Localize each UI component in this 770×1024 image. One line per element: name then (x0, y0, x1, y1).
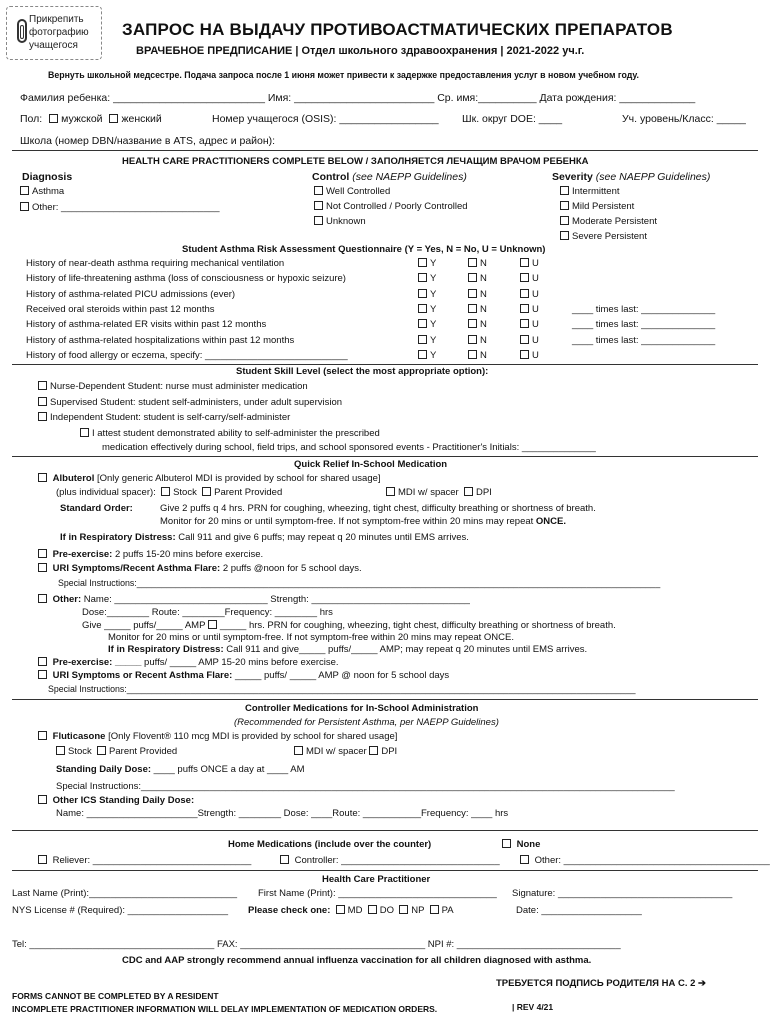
distress-text: Call 911 and give 6 puffs; may repeat q 20 minutes until EMS arrives. (178, 532, 469, 543)
diagnosis-asthma[interactable] (20, 186, 64, 197)
stock-checkbox[interactable] (56, 746, 65, 755)
risk-answer-y[interactable] (418, 304, 436, 315)
controller-device (294, 746, 397, 757)
diagnosis-other[interactable] (20, 202, 220, 213)
monitor-line: Monitor for 20 mins or until symptom-free. If not symptom-free within 20 mins may repeat ONCE. (108, 632, 514, 643)
skill-option-label: Supervised Student: student self-administers, under adult supervision (50, 397, 343, 408)
other-ics-checkbox[interactable] (38, 795, 47, 804)
risk-question: History of asthma-related PICU admissions (ever) (26, 289, 236, 300)
divider (12, 456, 758, 457)
risk-n-checkbox[interactable] (468, 319, 477, 328)
asthma-label: Asthma (32, 186, 65, 197)
uri-line[interactable] (38, 563, 362, 574)
grade-field[interactable]: Уч. уровень/Класс: _____ (622, 113, 746, 125)
dpi-label: DPI (381, 746, 398, 757)
photo-label-line: Прикрепить (29, 14, 84, 25)
risk-answer-u[interactable] (520, 304, 539, 315)
stock-label: Stock (173, 487, 197, 498)
pa-checkbox[interactable] (430, 905, 439, 914)
severity-checkbox[interactable] (560, 186, 569, 195)
severity-option[interactable] (560, 186, 620, 197)
spacer-line (56, 487, 282, 498)
give-prn: _____ hrs. PRN for coughing, wheezing, tight chest, difficulty breathing or shortness of breath. (219, 620, 616, 631)
risk-answer-u[interactable] (520, 335, 539, 346)
device-options (386, 487, 492, 498)
risk-u-label: U (532, 335, 539, 346)
uri2-checkbox[interactable] (38, 670, 47, 679)
parent-signature-notice: ТРЕБУЕТСЯ ПОДПИСЬ РОДИТЕЛЯ НА С. 2 ➔ (496, 978, 707, 989)
other-med-checkbox[interactable] (38, 594, 47, 603)
skill-option-label: Independent Student: student is self-carry/self-administer (50, 412, 291, 423)
do-label: DO (379, 905, 394, 916)
risk-n-checkbox[interactable] (468, 350, 477, 359)
albuterol-label: Albuterol (52, 473, 95, 484)
standard-order-monitor: Monitor for 20 mins or until symptom-free. If not symptom-free within 20 mins may repeat (160, 516, 536, 527)
severity-heading-label: Severity (552, 171, 593, 183)
divider (12, 150, 758, 151)
other-home-label: Other: _______________________________________ (534, 855, 770, 866)
pre-exercise-text: 2 puffs 15-20 mins before exercise. (114, 549, 264, 560)
risk-n-label: N (480, 350, 487, 361)
reliever-checkbox[interactable] (38, 855, 47, 864)
stock-checkbox[interactable] (161, 487, 170, 496)
risk-y-checkbox[interactable] (418, 319, 427, 328)
risk-u-label: U (532, 350, 539, 361)
fluticasone-line[interactable] (38, 731, 397, 742)
risk-n-checkbox[interactable] (468, 258, 477, 267)
distress-label: If in Respiratory Distress: (60, 532, 176, 543)
parent-provided-label: Parent Provided (214, 487, 283, 498)
distress2-text: Call 911 and give_____ puffs/_____ AMP; may repeat q 20 minutes until EMS arrives. (226, 644, 588, 655)
other-diagnosis-checkbox[interactable] (20, 202, 29, 211)
standing-dose-label: Standing Daily Dose: (56, 764, 152, 775)
hcp-last-name[interactable]: Last Name (Print):____________________________ (12, 888, 238, 899)
hcp-contact-line[interactable]: Tel: ___________________________________ FAX: ___________________________________ NPI #: _______________________________ (12, 939, 621, 950)
risk-heading: Student Asthma Risk Assessment Questionnaire (Y = Yes, N = No, U = Unknown) (182, 244, 546, 255)
risk-n-checkbox[interactable] (468, 273, 477, 282)
none-checkbox[interactable] (502, 839, 511, 848)
hcp-section-header: HEALTH CARE PRACTITIONERS COMPLETE BELOW / ЗАПОЛНЯЕТСЯ ЛЕЧАЩИМ ВРАЧОМ РЕБЕНКА (122, 156, 589, 167)
photo-label-line: учащегося (29, 40, 78, 51)
pre2-checkbox[interactable] (38, 657, 47, 666)
divider (12, 699, 758, 700)
severity-heading (552, 171, 710, 183)
hcp-credential (248, 905, 454, 916)
mdi-label: MDI w/ spacer (306, 746, 367, 757)
risk-n-checkbox[interactable] (468, 335, 477, 344)
sex-label: Пол: (20, 113, 43, 125)
controller-home-field[interactable] (280, 855, 500, 866)
severity-option-label: Intermittent (572, 186, 620, 197)
risk-answer-n[interactable] (468, 304, 487, 315)
uri2-text: _____ puffs/ _____ AMP @ noon for 5 school days (234, 670, 450, 681)
control-checkbox[interactable] (314, 201, 323, 210)
standing-dose-text: ____ puffs ONCE a day at ____ AM (153, 764, 305, 775)
risk-answer-u[interactable] (520, 319, 539, 330)
pa-label: PA (441, 905, 454, 916)
other-med-label: Other: (52, 594, 82, 605)
risk-u-checkbox[interactable] (520, 319, 529, 328)
risk-y-label: Y (430, 319, 437, 330)
skill-checkbox[interactable] (38, 381, 47, 390)
pre2-blank: _____ (114, 657, 142, 668)
other-med-line[interactable] (38, 594, 470, 605)
amp-checkbox[interactable] (208, 620, 217, 629)
paperclip-icon (17, 19, 27, 43)
controller-special[interactable]: Special Instructions:_____________________________________________________________________________________________________ (56, 781, 675, 792)
risk-y-label: Y (430, 350, 437, 361)
uri2-label: URI Symptoms or Recent Asthma Flare: (52, 670, 233, 681)
standard-order-label: Standard Order: (60, 503, 133, 514)
none-label: None (516, 839, 541, 850)
risk-n-label: N (480, 258, 487, 269)
risk-answer-u[interactable] (520, 289, 539, 300)
skill-option-label: Nurse-Dependent Student: nurse must administer medication (50, 381, 308, 392)
risk-answer-n[interactable] (468, 350, 487, 361)
risk-u-checkbox[interactable] (520, 258, 529, 267)
uri-checkbox[interactable] (38, 563, 47, 572)
incomplete-notice: INCOMPLETE PRACTITIONER INFORMATION WILL DELAY IMPLEMENTATION OF MEDICATION ORDERS. (12, 1004, 438, 1014)
severity-checkbox[interactable] (560, 216, 569, 225)
risk-answer-u[interactable] (520, 350, 539, 361)
control-option-label: Not Controlled / Poorly Controlled (326, 201, 468, 212)
risk-n-label: N (480, 335, 487, 346)
page-title: ЗАПРОС НА ВЫДАЧУ ПРОТИВОАСТМАТИЧЕСКИХ ПРЕПАРАТОВ (122, 20, 673, 39)
pre-exercise-checkbox[interactable] (38, 549, 47, 558)
risk-question: Received oral steroids within past 12 months (26, 304, 215, 315)
risk-answer-y[interactable] (418, 258, 436, 269)
risk-n-label: N (480, 273, 487, 284)
credential-label: Please check one: (248, 905, 331, 916)
other-home-checkbox[interactable] (520, 855, 529, 864)
risk-y-checkbox[interactable] (418, 258, 427, 267)
distress2-label: If in Respiratory Distress: (108, 644, 224, 655)
risk-answer-n[interactable] (468, 335, 487, 346)
dpi-checkbox[interactable] (369, 746, 378, 755)
risk-answer-u[interactable] (520, 258, 539, 269)
control-note: (see NAEPP Guidelines) (352, 171, 467, 183)
reliever-label: Reliever: ______________________________ (52, 855, 252, 866)
hcp-date[interactable]: Date: ___________________ (516, 905, 642, 916)
give-puffs: Give _____ puffs/_____ AMP (82, 620, 206, 631)
revision-text: REV 4/21 (516, 1002, 554, 1012)
risk-question: History of asthma-related hospitalizations within past 12 months (26, 335, 295, 346)
parent-provided-label: Parent Provided (109, 746, 178, 757)
spacer-label: (plus individual spacer): (56, 487, 156, 498)
skill-checkbox[interactable] (38, 412, 47, 421)
albuterol-note: [Only generic Albuterol MDI is provided by school for shared usage] (96, 473, 381, 484)
resident-notice: FORMS CANNOT BE COMPLETED BY A RESIDENT (12, 991, 219, 1001)
risk-u-label: U (532, 304, 539, 315)
hcp-license[interactable]: NYS License # (Required): ___________________ (12, 905, 229, 916)
reliever-field[interactable] (38, 855, 251, 866)
risk-y-label: Y (430, 289, 437, 300)
controller-home-label: Controller: ______________________________ (294, 855, 500, 866)
risk-y-checkbox[interactable] (418, 273, 427, 282)
control-checkbox[interactable] (314, 216, 323, 225)
hcp-first-name[interactable]: First Name (Print): ______________________________ (258, 888, 497, 899)
risk-y-label: Y (430, 304, 437, 315)
controller-home-checkbox[interactable] (280, 855, 289, 864)
severity-option[interactable] (560, 201, 634, 212)
attest-checkbox[interactable] (80, 428, 89, 437)
other-ics-fields[interactable]: Name: _____________________Strength: ________ Dose: ____Route: ___________Frequency: ____ hrs (56, 808, 509, 819)
female-label: женский (121, 113, 162, 125)
divider (12, 364, 758, 365)
divider (12, 870, 758, 871)
skill-option[interactable] (38, 412, 290, 423)
severity-checkbox[interactable] (560, 231, 569, 240)
risk-question: History of near-death asthma requiring mechanical ventilation (26, 258, 285, 269)
risk-y-label: Y (430, 335, 437, 346)
np-checkbox[interactable] (399, 905, 408, 914)
risk-answer-n[interactable] (468, 319, 487, 330)
control-option-label: Well Controlled (326, 186, 391, 197)
severity-option-label: Moderate Persistent (572, 216, 658, 227)
risk-u-checkbox[interactable] (520, 335, 529, 344)
risk-n-checkbox[interactable] (468, 304, 477, 313)
male-checkbox[interactable] (49, 114, 58, 123)
risk-answer-y[interactable] (418, 273, 436, 284)
female-checkbox[interactable] (109, 114, 118, 123)
distress-line (60, 532, 469, 543)
sex-field (20, 113, 162, 125)
control-heading-label: Control (312, 171, 350, 183)
attest-text: I attest student demonstrated ability to self-administer the prescribed (92, 428, 380, 439)
standing-dose-line[interactable] (56, 764, 305, 775)
risk-y-label: Y (430, 258, 437, 269)
other-diagnosis-label: Other: ______________________________ (32, 202, 220, 213)
severity-option[interactable] (560, 231, 647, 242)
dpi-checkbox[interactable] (464, 487, 473, 496)
osis-field[interactable]: Номер учащегося (OSIS): _________________ (212, 113, 439, 125)
control-checkbox[interactable] (314, 186, 323, 195)
risk-times-field[interactable]: ____ times last: ______________ (572, 304, 716, 315)
home-meds-heading: Home Medications (include over the counter) (228, 839, 432, 850)
severity-option[interactable] (560, 216, 657, 227)
skill-heading: Student Skill Level (select the most appropriate option): (236, 366, 489, 377)
quick-relief-heading: Quick Relief In-School Medication (294, 459, 448, 470)
controller-heading: Controller Medications for In-School Administration (245, 703, 479, 714)
standard-order-once: ONCE. (535, 516, 567, 527)
stock-label: Stock (68, 746, 92, 757)
risk-answer-y[interactable] (418, 335, 436, 346)
risk-times-field[interactable]: ____ times last: ______________ (572, 319, 716, 330)
parent-provided-checkbox[interactable] (97, 746, 106, 755)
pre-exercise-label: Pre-exercise: (52, 549, 113, 560)
control-option[interactable] (314, 216, 366, 227)
parent-provided-checkbox[interactable] (202, 487, 211, 496)
risk-answer-y[interactable] (418, 289, 436, 300)
risk-y-checkbox[interactable] (418, 350, 427, 359)
other-ics-label: Other ICS Standing Daily Dose: (52, 795, 195, 806)
district-field[interactable]: Шк. округ DOE: ____ (462, 113, 563, 125)
uri-text: 2 puffs @noon for 5 school days. (222, 563, 362, 574)
mdi-checkbox[interactable] (386, 487, 395, 496)
risk-n-label: N (480, 319, 487, 330)
other-med-name: Name: _____________________________ Strength: ______________________________ (83, 594, 470, 605)
controller-subheading: (Recommended for Persistent Asthma, per NAEPP Guidelines) (234, 717, 499, 728)
risk-y-checkbox[interactable] (418, 335, 427, 344)
asthma-checkbox[interactable] (20, 186, 29, 195)
hcp-heading: Health Care Practitioner (322, 874, 431, 885)
page-subtitle: ВРАЧЕБНОЕ ПРЕДПИСАНИЕ | Отдел школьного здравоохранения | 2021-2022 уч.г. (136, 45, 585, 57)
attest-line-2: medication effectively during school, field trips, and school sponsored events - Practitioner's Initials: ______________ (102, 442, 596, 453)
severity-checkbox[interactable] (560, 201, 569, 210)
risk-u-label: U (532, 289, 539, 300)
risk-u-checkbox[interactable] (520, 289, 529, 298)
home-none[interactable] (502, 839, 540, 850)
pre2-text: puffs/ _____ AMP 15-20 mins before exercise. (144, 657, 339, 668)
student-name-line[interactable]: Фамилия ребенка: __________________________ Имя: ________________________ Ср. имя:__________ Дата рождения: _____________ (20, 92, 696, 104)
control-option[interactable] (314, 186, 390, 197)
skill-checkbox[interactable] (38, 397, 47, 406)
distress2-line (108, 644, 587, 655)
control-option[interactable] (314, 201, 468, 212)
skill-option[interactable] (38, 397, 342, 408)
risk-u-checkbox[interactable] (520, 304, 529, 313)
flu-recommendation: CDC and AAP strongly recommend annual influenza vaccination for all children diagnosed with asthma. (122, 955, 592, 966)
attest-line[interactable] (80, 428, 380, 439)
photo-label-line: фотографию (29, 27, 89, 38)
risk-answer-n[interactable] (468, 289, 487, 300)
revision-label: | REV 4/21 (512, 1002, 554, 1012)
md-label: MD (347, 905, 363, 916)
return-notice: Вернуть школьной медсестре. Подача запроса после 1 июня может привести к задержке предоставления услуг в новом учебном году. (48, 70, 639, 80)
give-line[interactable] (82, 620, 616, 631)
risk-u-checkbox[interactable] (520, 273, 529, 282)
np-label: NP (411, 905, 425, 916)
dose-line[interactable]: Dose:________ Route: ________Frequency: ________ hrs (82, 607, 333, 618)
risk-answer-n[interactable] (468, 273, 487, 284)
mdi-checkbox[interactable] (294, 746, 303, 755)
fluticasone-label: Fluticasone (52, 731, 106, 742)
controller-source (56, 746, 177, 757)
standard-order-text (160, 516, 566, 527)
hcp-signature[interactable]: Signature: _________________________________ (512, 888, 733, 899)
control-option-label: Unknown (326, 216, 366, 227)
severity-option-label: Severe Persistent (572, 231, 647, 242)
fluticasone-note: [Only Flovent® 110 mcg MDI is provided by school for shared usage] (108, 731, 398, 742)
other-ics-line[interactable] (38, 795, 194, 806)
diagnosis-heading: Diagnosis (22, 171, 73, 183)
md-checkbox[interactable] (336, 905, 345, 914)
photo-label (29, 13, 89, 52)
severity-note: (see NAEPP Guidelines) (595, 171, 711, 183)
risk-question: History of asthma-related ER visits within past 12 months (26, 319, 267, 330)
uri-label: URI Symptoms/Recent Asthma Flare: (52, 563, 221, 574)
standard-order-text: Give 2 puffs q 4 hrs. PRN for coughing, wheezing, tight chest, difficulty breathing or shortness of breath. (160, 503, 596, 514)
mdi-label: MDI w/ spacer (398, 487, 459, 498)
risk-u-label: U (532, 273, 539, 284)
risk-answer-y[interactable] (418, 319, 436, 330)
uri2-line[interactable] (38, 670, 449, 681)
skill-option[interactable] (38, 381, 308, 392)
risk-y-label: Y (430, 273, 437, 284)
risk-question: History of food allergy or eczema, specify: ___________________________ (26, 350, 348, 361)
risk-u-label: U (532, 258, 539, 269)
pre2-line[interactable] (38, 657, 339, 668)
risk-answer-y[interactable] (418, 350, 436, 361)
risk-y-checkbox[interactable] (418, 304, 427, 313)
risk-answer-u[interactable] (520, 273, 539, 284)
dpi-label: DPI (476, 487, 492, 498)
risk-u-checkbox[interactable] (520, 350, 529, 359)
risk-u-label: U (532, 319, 539, 330)
risk-answer-n[interactable] (468, 258, 487, 269)
risk-question: History of life-threatening asthma (loss of consciousness or hypoxic seizure) (26, 273, 346, 284)
risk-n-label: N (480, 289, 487, 300)
risk-times-field[interactable]: ____ times last: ______________ (572, 335, 716, 346)
pre2-label: Pre-exercise: (52, 657, 113, 668)
photo-attach-box[interactable] (6, 6, 102, 60)
risk-n-checkbox[interactable] (468, 289, 477, 298)
fluticasone-checkbox[interactable] (38, 731, 47, 740)
risk-n-label: N (480, 304, 487, 315)
divider (12, 830, 758, 831)
other-home-field[interactable] (520, 855, 770, 866)
special-instructions-2[interactable]: Special Instructions:________________________________________________________________________________________________________ (48, 684, 636, 694)
school-field[interactable]: Школа (номер DBN/название в ATS, адрес и район): (20, 135, 276, 147)
albuterol-line[interactable] (38, 473, 381, 484)
do-checkbox[interactable] (368, 905, 377, 914)
risk-y-checkbox[interactable] (418, 289, 427, 298)
male-label: мужской (61, 113, 103, 125)
severity-option-label: Mild Persistent (572, 201, 635, 212)
special-instructions[interactable]: Special Instructions:___________________________________________________________________________________________________________ (58, 578, 661, 588)
albuterol-checkbox[interactable] (38, 473, 47, 482)
pre-exercise-line[interactable] (38, 549, 263, 560)
control-heading (312, 171, 467, 183)
